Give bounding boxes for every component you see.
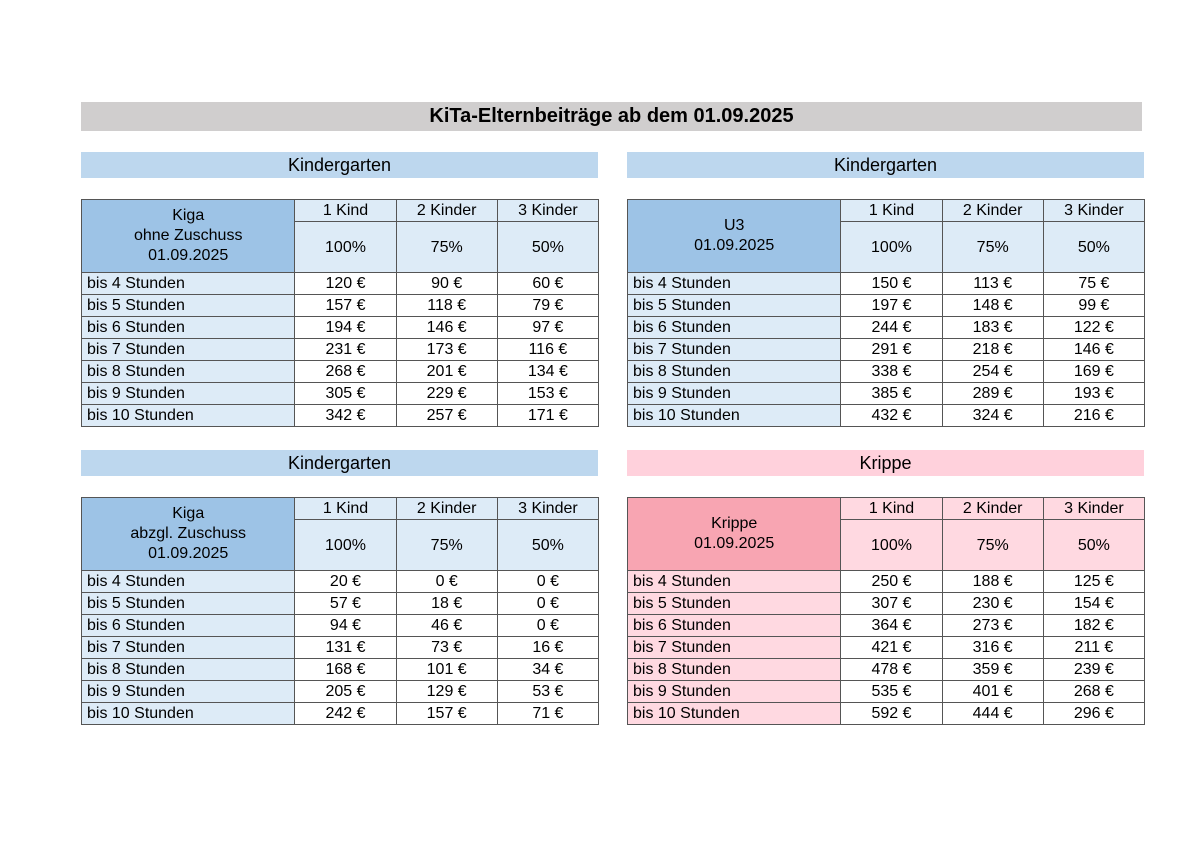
fee-cell: 79 € <box>497 295 598 317</box>
row-label: bis 8 Stunden <box>82 361 295 383</box>
row-label: bis 4 Stunden <box>628 571 841 593</box>
fee-cell: 231 € <box>295 339 396 361</box>
section-header: Kindergarten <box>627 152 1144 178</box>
row-label: bis 6 Stunden <box>628 317 841 339</box>
fee-cell: 194 € <box>295 317 396 339</box>
table-label-line: 01.09.2025 <box>694 535 775 552</box>
row-label: bis 6 Stunden <box>82 615 295 637</box>
fee-cell: 75 € <box>1043 273 1144 295</box>
fee-table <box>627 199 1145 427</box>
table-label <box>82 498 295 571</box>
fee-cell: 218 € <box>942 339 1043 361</box>
row-label: bis 9 Stunden <box>628 383 841 405</box>
table-row <box>82 339 599 361</box>
table-row <box>82 317 599 339</box>
fee-cell: 201 € <box>396 361 497 383</box>
fee-cell: 291 € <box>841 339 942 361</box>
table-label-line: 01.09.2025 <box>148 545 229 562</box>
fee-cell: 150 € <box>841 273 942 295</box>
fee-cell: 211 € <box>1043 637 1144 659</box>
fee-cell: 157 € <box>295 295 396 317</box>
table-row <box>82 681 599 703</box>
row-label: bis 10 Stunden <box>82 405 295 427</box>
row-label: bis 5 Stunden <box>82 593 295 615</box>
percentage-cell: 50% <box>1043 520 1144 571</box>
fee-cell: 230 € <box>942 593 1043 615</box>
table-row <box>82 571 599 593</box>
column-header: 2 Kinder <box>396 498 497 520</box>
fee-cell: 71 € <box>497 703 598 725</box>
fee-cell: 73 € <box>396 637 497 659</box>
row-label: bis 7 Stunden <box>82 339 295 361</box>
fee-cell: 146 € <box>396 317 497 339</box>
table-block-u3 <box>627 152 1144 424</box>
table-block-kiga-ohne-zuschuss <box>81 152 598 424</box>
column-header: 1 Kind <box>295 498 396 520</box>
table-row <box>628 637 1145 659</box>
fee-cell: 432 € <box>841 405 942 427</box>
fee-cell: 146 € <box>1043 339 1144 361</box>
fee-table <box>627 497 1145 725</box>
row-label: bis 5 Stunden <box>628 295 841 317</box>
fee-cell: 242 € <box>295 703 396 725</box>
column-header: 2 Kinder <box>942 200 1043 222</box>
fee-cell: 0 € <box>497 615 598 637</box>
fee-cell: 359 € <box>942 659 1043 681</box>
fee-cell: 254 € <box>942 361 1043 383</box>
row-label: bis 6 Stunden <box>82 317 295 339</box>
fee-cell: 364 € <box>841 615 942 637</box>
table-row <box>82 405 599 427</box>
table-label-line: Kiga <box>172 207 205 224</box>
row-label: bis 6 Stunden <box>628 615 841 637</box>
table-block-krippe <box>627 450 1144 722</box>
fee-cell: 129 € <box>396 681 497 703</box>
column-header: 2 Kinder <box>396 200 497 222</box>
row-label: bis 9 Stunden <box>82 681 295 703</box>
fee-cell: 153 € <box>497 383 598 405</box>
fee-cell: 154 € <box>1043 593 1144 615</box>
fee-cell: 97 € <box>497 317 598 339</box>
column-header: 3 Kinder <box>497 200 598 222</box>
fee-cell: 101 € <box>396 659 497 681</box>
fee-cell: 34 € <box>497 659 598 681</box>
fee-cell: 90 € <box>396 273 497 295</box>
fee-cell: 205 € <box>295 681 396 703</box>
percentage-cell: 100% <box>295 222 396 273</box>
fee-table <box>81 199 599 427</box>
fee-cell: 421 € <box>841 637 942 659</box>
table-row <box>628 273 1145 295</box>
row-label: bis 4 Stunden <box>82 571 295 593</box>
fee-cell: 316 € <box>942 637 1043 659</box>
table-label-line: U3 <box>723 217 745 234</box>
fee-cell: 94 € <box>295 615 396 637</box>
fee-cell: 125 € <box>1043 571 1144 593</box>
percentage-cell: 50% <box>1043 222 1144 273</box>
fee-cell: 257 € <box>396 405 497 427</box>
row-label: bis 7 Stunden <box>628 637 841 659</box>
table-row <box>82 295 599 317</box>
row-label: bis 8 Stunden <box>628 361 841 383</box>
fee-cell: 120 € <box>295 273 396 295</box>
fee-cell: 134 € <box>497 361 598 383</box>
fee-cell: 385 € <box>841 383 942 405</box>
row-label: bis 4 Stunden <box>628 273 841 295</box>
fee-cell: 20 € <box>295 571 396 593</box>
fee-cell: 244 € <box>841 317 942 339</box>
fee-cell: 307 € <box>841 593 942 615</box>
percentage-cell: 100% <box>841 520 942 571</box>
percentage-cell: 50% <box>497 520 598 571</box>
row-label: bis 4 Stunden <box>82 273 295 295</box>
column-header: 2 Kinder <box>942 498 1043 520</box>
row-label: bis 7 Stunden <box>82 637 295 659</box>
table-label-line: abzgl. Zuschuss <box>130 525 246 542</box>
fee-cell: 53 € <box>497 681 598 703</box>
fee-cell: 535 € <box>841 681 942 703</box>
fee-cell: 46 € <box>396 615 497 637</box>
fee-cell: 18 € <box>396 593 497 615</box>
fee-cell: 592 € <box>841 703 942 725</box>
fee-cell: 182 € <box>1043 615 1144 637</box>
percentage-cell: 75% <box>396 520 497 571</box>
row-label: bis 5 Stunden <box>628 593 841 615</box>
fee-cell: 16 € <box>497 637 598 659</box>
table-row <box>82 659 599 681</box>
fee-cell: 250 € <box>841 571 942 593</box>
table-label <box>82 200 295 273</box>
table-block-kiga-abzgl-zuschuss <box>81 450 598 722</box>
table-label-line: Kiga <box>172 505 205 522</box>
fee-cell: 268 € <box>1043 681 1144 703</box>
fee-cell: 444 € <box>942 703 1043 725</box>
table-label-line: 01.09.2025 <box>694 237 775 254</box>
fee-cell: 131 € <box>295 637 396 659</box>
table-label <box>628 498 841 571</box>
section-header: Kindergarten <box>81 450 598 476</box>
fee-cell: 239 € <box>1043 659 1144 681</box>
fee-cell: 183 € <box>942 317 1043 339</box>
row-label: bis 7 Stunden <box>628 339 841 361</box>
fee-cell: 60 € <box>497 273 598 295</box>
fee-cell: 324 € <box>942 405 1043 427</box>
column-header: 3 Kinder <box>1043 200 1144 222</box>
page-title: KiTa-Elternbeiträge ab dem 01.09.2025 <box>81 102 1142 131</box>
row-label: bis 8 Stunden <box>82 659 295 681</box>
fee-cell: 173 € <box>396 339 497 361</box>
table-row <box>82 593 599 615</box>
table-row <box>628 659 1145 681</box>
fee-cell: 118 € <box>396 295 497 317</box>
row-label: bis 10 Stunden <box>628 703 841 725</box>
row-label: bis 10 Stunden <box>628 405 841 427</box>
fee-cell: 229 € <box>396 383 497 405</box>
fee-cell: 157 € <box>396 703 497 725</box>
fee-cell: 0 € <box>396 571 497 593</box>
fee-cell: 401 € <box>942 681 1043 703</box>
fee-cell: 0 € <box>497 593 598 615</box>
table-row <box>628 317 1145 339</box>
fee-cell: 216 € <box>1043 405 1144 427</box>
section-header: Kindergarten <box>81 152 598 178</box>
table-row <box>628 681 1145 703</box>
fee-cell: 148 € <box>942 295 1043 317</box>
fee-table <box>81 497 599 725</box>
fee-cell: 116 € <box>497 339 598 361</box>
table-row <box>82 637 599 659</box>
fee-cell: 478 € <box>841 659 942 681</box>
fee-cell: 197 € <box>841 295 942 317</box>
table-label-line: 01.09.2025 <box>148 247 229 264</box>
fee-cell: 193 € <box>1043 383 1144 405</box>
fee-cell: 188 € <box>942 571 1043 593</box>
table-row <box>82 361 599 383</box>
table-row <box>628 383 1145 405</box>
section-header: Krippe <box>627 450 1144 476</box>
table-row <box>82 273 599 295</box>
fee-cell: 289 € <box>942 383 1043 405</box>
percentage-cell: 75% <box>942 520 1043 571</box>
row-label: bis 8 Stunden <box>628 659 841 681</box>
fee-cell: 273 € <box>942 615 1043 637</box>
row-label: bis 5 Stunden <box>82 295 295 317</box>
fee-cell: 296 € <box>1043 703 1144 725</box>
table-row <box>628 405 1145 427</box>
fee-cell: 342 € <box>295 405 396 427</box>
fee-cell: 99 € <box>1043 295 1144 317</box>
row-label: bis 9 Stunden <box>628 681 841 703</box>
column-header: 3 Kinder <box>1043 498 1144 520</box>
row-label: bis 9 Stunden <box>82 383 295 405</box>
percentage-cell: 100% <box>295 520 396 571</box>
column-header: 1 Kind <box>295 200 396 222</box>
table-row <box>628 571 1145 593</box>
table-label <box>628 200 841 273</box>
fee-cell: 0 € <box>497 571 598 593</box>
table-row <box>82 615 599 637</box>
fee-cell: 169 € <box>1043 361 1144 383</box>
row-label: bis 10 Stunden <box>82 703 295 725</box>
column-header: 3 Kinder <box>497 498 598 520</box>
table-label-line: Krippe <box>711 515 758 532</box>
fee-cell: 171 € <box>497 405 598 427</box>
table-row <box>628 361 1145 383</box>
table-row <box>628 593 1145 615</box>
table-row <box>628 295 1145 317</box>
percentage-cell: 100% <box>841 222 942 273</box>
fee-cell: 122 € <box>1043 317 1144 339</box>
table-label-line: ohne Zuschuss <box>133 227 243 244</box>
fee-cell: 168 € <box>295 659 396 681</box>
percentage-cell: 75% <box>396 222 497 273</box>
column-header: 1 Kind <box>841 498 942 520</box>
fee-cell: 57 € <box>295 593 396 615</box>
fee-cell: 113 € <box>942 273 1043 295</box>
table-row <box>628 339 1145 361</box>
table-row <box>628 703 1145 725</box>
percentage-cell: 75% <box>942 222 1043 273</box>
fee-cell: 305 € <box>295 383 396 405</box>
percentage-cell: 50% <box>497 222 598 273</box>
fee-cell: 268 € <box>295 361 396 383</box>
table-row <box>82 383 599 405</box>
column-header: 1 Kind <box>841 200 942 222</box>
table-row <box>628 615 1145 637</box>
fee-cell: 338 € <box>841 361 942 383</box>
table-row <box>82 703 599 725</box>
